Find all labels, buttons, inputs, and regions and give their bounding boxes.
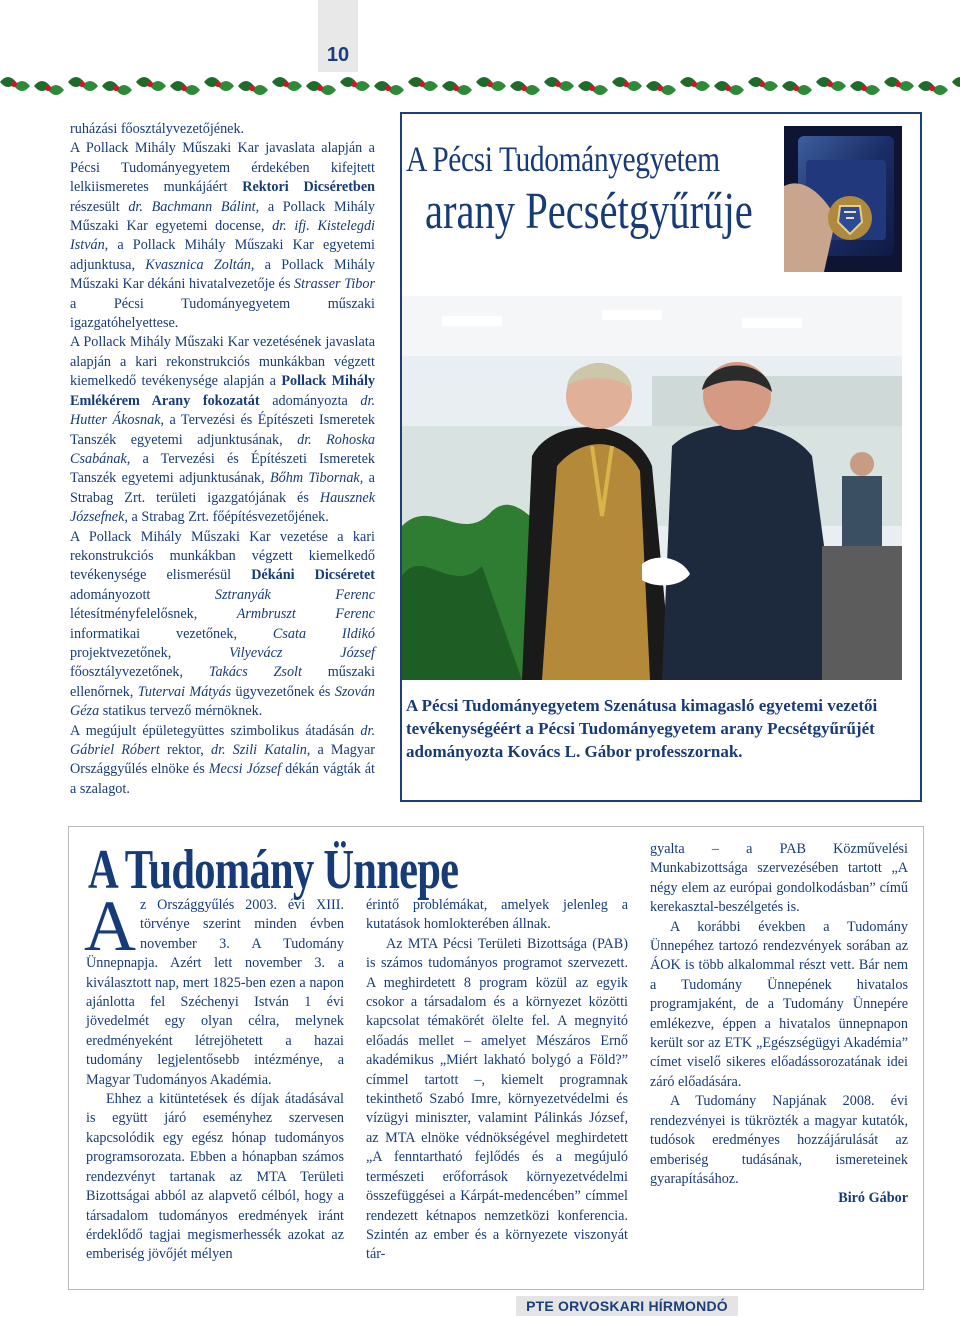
holly-garland-icon (0, 70, 960, 102)
page-number: 10 (326, 44, 350, 66)
feature-paragraph: A Tudomány Napjának 2008. évi rendezvényei is tükrözték a magyar kutatók, tudósok eredményes hozzájárulását az emberiség tudásának, ismereteinek gyarapításához. (650, 1093, 908, 1187)
left-paragraph: A Pollack Mihály Műszaki Kar vezetésének javaslata alapján a kari rekonstrukciós munkákban végzett kiemelkedő tevékenysége alapján a Pollack Mihály Emlékérem Arany fokozatát adományozta dr. Hutter Ákosnak, a Tervezési és Építészeti Ismeretek Tanszék egyetemi adjunktusának, dr. Rohoska Csabának, a Tervezési és Építészeti Ismeretek Tanszék egyetemi adjunktusának, Bőhm Tibornak, a Strabag Zrt. területi igazgatójának és Hausznek Józsefnek, a Strabag Zrt. főépítésvezetőjének. (70, 334, 376, 526)
left-paragraph: A Pollack Mihály Műszaki Kar vezetése a kari rekonstrukciós munkákban végzett kiemelkedő tevékenysége elismerésül Dékáni Dicséretet adományozott Sztranyák Ferenc létesítményfelelősnek, Armbruszt Ferenc informatikai vezetőnek, Csata Ildikó projektvezetőnek, Vilyevácz József főosztályvezetőnek, Takács Zsolt műszaki ellenőrnek, Tutervai Mátyás ügyvezetőnek és Szován Géza statikus tervező mérnöknek. (70, 528, 376, 720)
feature-paragraph: Ehhez a kitüntetések és díjak átadásával is együtt járó eseményhez szervesen kapcsolódik egy egész hónap tudományos programsorozata. Ebben a hónapban számos rendezvényt tartanak az MTA Területi Bizottságai abból az alapvető célból, hogy a társadalom tudományos eredmények iránt érdeklődő tagjai megismerhessék azokat az emberiség jövőjét mélyen (86, 1091, 344, 1263)
feature-paragraph: Az Országgyűlés 2003. évi XIII. törvénye szerint minden évben november 3. A Tudomány Ünnepnapja. Azért lett november 3. a kiválasztott nap, mert 1825-ben ezen a napon ajánlotta fel Széchenyi István 1 évi jövedelmét egy olyan célra, melynek eredményeként létrejöhetett a hazai tudomány legjelentősebb intézménye, a Magyar Tudományos Akadémia. (84, 886, 344, 1088)
feature-title: A Tudomány Ünnepe (88, 839, 459, 901)
feature-column-2 (366, 896, 628, 1265)
award-title-line1: A Pécsi Tudományegyetem (406, 139, 720, 179)
ceremony-photo (402, 296, 902, 680)
seal-ring-photo (784, 126, 902, 272)
feature-column-3 (650, 840, 908, 1209)
author-signature: Biró Gábor (838, 1190, 908, 1207)
left-paragraph: A megújult épületegyüttes szimbolikus átadásán dr. Gábriel Róbert rektor, dr. Szili Katalin, a Magyar Országgyűlés elnöke és Mecsi József dékán vágták át a szalagot. (70, 722, 376, 797)
feature-paragraph: érintő problémákat, amelyek jelenleg a kutatások homlokterében állnak. (366, 897, 628, 933)
photo-caption: A Pécsi Tudományegyetem Szenátusa kimagasló egyetemi vezetői tevékenységéért a Pécsi Tudományegyetem arany Pecsétgyűrűjét adományozta Kovács L. Gábor professzornak. (406, 696, 878, 761)
feature-paragraph: Az MTA Pécsi Területi Bizottsága (PAB) is számos tudományos programot szervezett. A meghirdetett 8 program közül az egyik csokor a társadalom és a környezet közötti kapcsolat témakörét ölelte fel. A megnyitó előadás mellet – amelyet Mészáros Ernő akadémikus „Miért lakható bolygó a Föld?” címmel tartott –, kiemelt programnak tekinthető Szabó Imre, környezetvédelmi és vízügyi miniszter, valamint Pálinkás József, az MTA elnöke védnökségével meghirdetett „A fenntartható fejlődés és a megújuló természeti erőforrások környezetvédelmi összefüggései a Kárpát-medencében” címmel rendezett kétnapos nemzetközi konferencia. Szintén az ember és a környezete viszonyát tár- (366, 935, 628, 1263)
award-title-line2: arany Pecsétgyűrűje (425, 183, 753, 240)
footer-publication-name: PTE ORVOSKARI HÍRMONDÓ (516, 1296, 738, 1316)
drop-cap: A (84, 886, 136, 966)
feature-paragraph: A korábbi években a Tudomány Ünnepéhez tartozó rendezvények sorában az ÁOK is több alkalommal részt vett. Bár nem a Tudomány Ünnepének hivatalos programjaként, de a Tudomány Ünnepére emlékezve, éppen a hivatalos ünnepnapon került sor az ETK „Egészségügyi Akadémia” címet viselő sikeres előadássorozatának idei záró előadására. (650, 918, 908, 1090)
feature-paragraph: gyalta – a PAB Közművelési Munkabizottsága szervezésében tartott „A négy elem az európai gondolkodásban” című kerekasztal-beszélgetés is. (650, 841, 908, 916)
left-paragraph: A Pollack Mihály Műszaki Kar javaslata alapján a Pécsi Tudományegyetem érdekében kifejtett lelkiismeretes munkájáért Rektori Dicséretben részesült dr. Bachmann Bálint, a Pollack Mihály Műszaki Kar egyetemi docense, dr. ifj. Kistelegdi István, a Pollack Mihály Műszaki Kar egyetemi adjunktusa, Kvasznica Zoltán, a Pollack Mihály Műszaki Kar dékáni hivatalvezetője és Strasser Tibor a Pécsi Tudományegyetem műszaki igazgatóhelyettese. (70, 140, 376, 332)
left-column (70, 120, 375, 799)
left-paragraph: ruházási főosztályvezetőjének. (70, 121, 245, 137)
feature-column-1 (84, 886, 344, 1265)
